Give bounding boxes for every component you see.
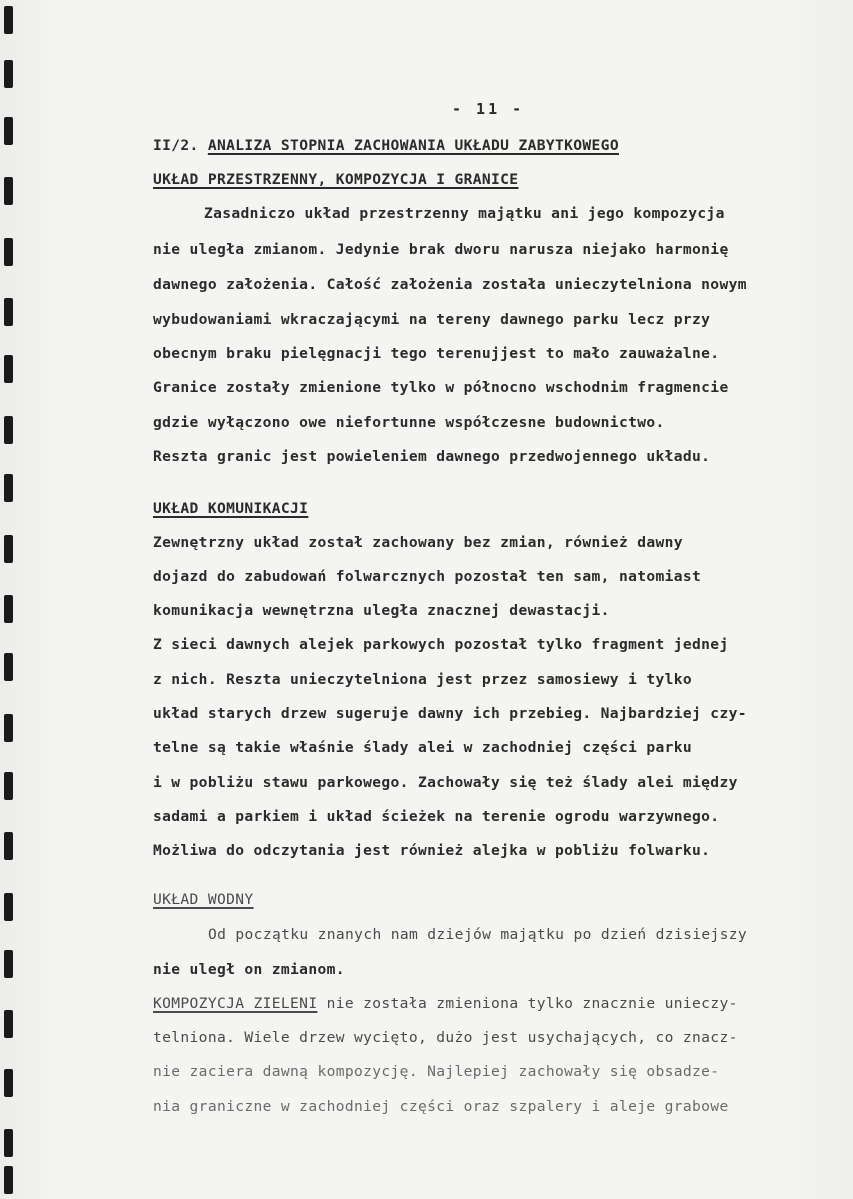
section-title: ANALIZA STOPNIA ZACHOWANIA UKŁADU ZABYTKOWEGO bbox=[207, 137, 619, 154]
text-line: nie zaciera dawną kompozycję. Najlepiej zachowały się obsadze- bbox=[153, 1063, 720, 1080]
text-line: Granice zostały zmienione tylko w północno wschodnim fragmencie bbox=[153, 379, 729, 396]
text-line: telniona. Wiele drzew wycięto, dużo jest usychających, co znacz- bbox=[153, 1029, 738, 1046]
page-number: - 11 - bbox=[452, 100, 525, 118]
text-line: nia graniczne w zachodniej części oraz szpalery i aleje grabowe bbox=[153, 1098, 729, 1115]
text-line: Możliwa do odczytania jest również alejka w pobliżu folwarku. bbox=[153, 842, 711, 859]
text-line: z nich. Reszta unieczytelniona jest przez samosiewy i tylko bbox=[153, 671, 693, 688]
text-line: wybudowaniami wkraczającymi na tereny dawnego parku lecz przy bbox=[153, 311, 711, 328]
text-line: Zewnętrzny układ został zachowany bez zmian, również dawny bbox=[153, 534, 683, 551]
subheading-water-system: UKŁAD WODNY bbox=[153, 891, 254, 908]
section-number: II/2. bbox=[153, 137, 199, 154]
text-line: nie została zmieniona tylko znacznie unieczy- bbox=[326, 995, 738, 1012]
text-line: obecnym braku pielęgnacji tego terenujjest to mało zauważalne. bbox=[153, 345, 720, 362]
subheading-spatial-layout: UKŁAD PRZESTRZENNY, KOMPOZYCJA I GRANICE bbox=[153, 171, 519, 188]
text-line: Od początku znanych nam dziejów majątku po dzień dzisiejszy bbox=[208, 926, 748, 943]
subheading-communication: UKŁAD KOMUNIKACJI bbox=[153, 500, 309, 517]
section-heading bbox=[153, 136, 619, 156]
text-line: telne są takie właśnie ślady alei w zachodniej części parku bbox=[153, 739, 693, 756]
text-line: Zasadniczo układ przestrzenny majątku ani jego kompozycja bbox=[204, 205, 725, 222]
text-line: i w pobliżu stawu parkowego. Zachowały się też ślady alei między bbox=[153, 774, 738, 791]
text-line: dojazd do zabudowań folwarcznych pozostał ten sam, natomiast bbox=[153, 568, 702, 585]
greenery-first-line bbox=[153, 994, 738, 1014]
text-line: sadami a parkiem i układ ścieżek na terenie ogrodu warzywnego. bbox=[153, 808, 720, 825]
subheading-greenery: KOMPOZYCJA ZIELENI bbox=[153, 995, 318, 1012]
text-line: Reszta granic jest powieleniem dawnego przedwojennego układu. bbox=[153, 448, 711, 465]
text-line: dawnego założenia. Całość założenia została unieczytelniona nowym bbox=[153, 276, 747, 293]
text-line: gdzie wyłączono owe niefortunne współczesne budownictwo. bbox=[153, 414, 665, 431]
text-line: komunikacja wewnętrzna uległa znacznej dewastacji. bbox=[153, 602, 610, 619]
text-line: nie uległ on zmianom. bbox=[153, 961, 345, 978]
text-line: Z sieci dawnych alejek parkowych pozostał tylko fragment jednej bbox=[153, 636, 729, 653]
text-line: nie uległa zmianom. Jedynie brak dworu narusza niejako harmonię bbox=[153, 241, 729, 258]
text-line: układ starych drzew sugeruje dawny ich przebieg. Najbardziej czy- bbox=[153, 705, 747, 722]
